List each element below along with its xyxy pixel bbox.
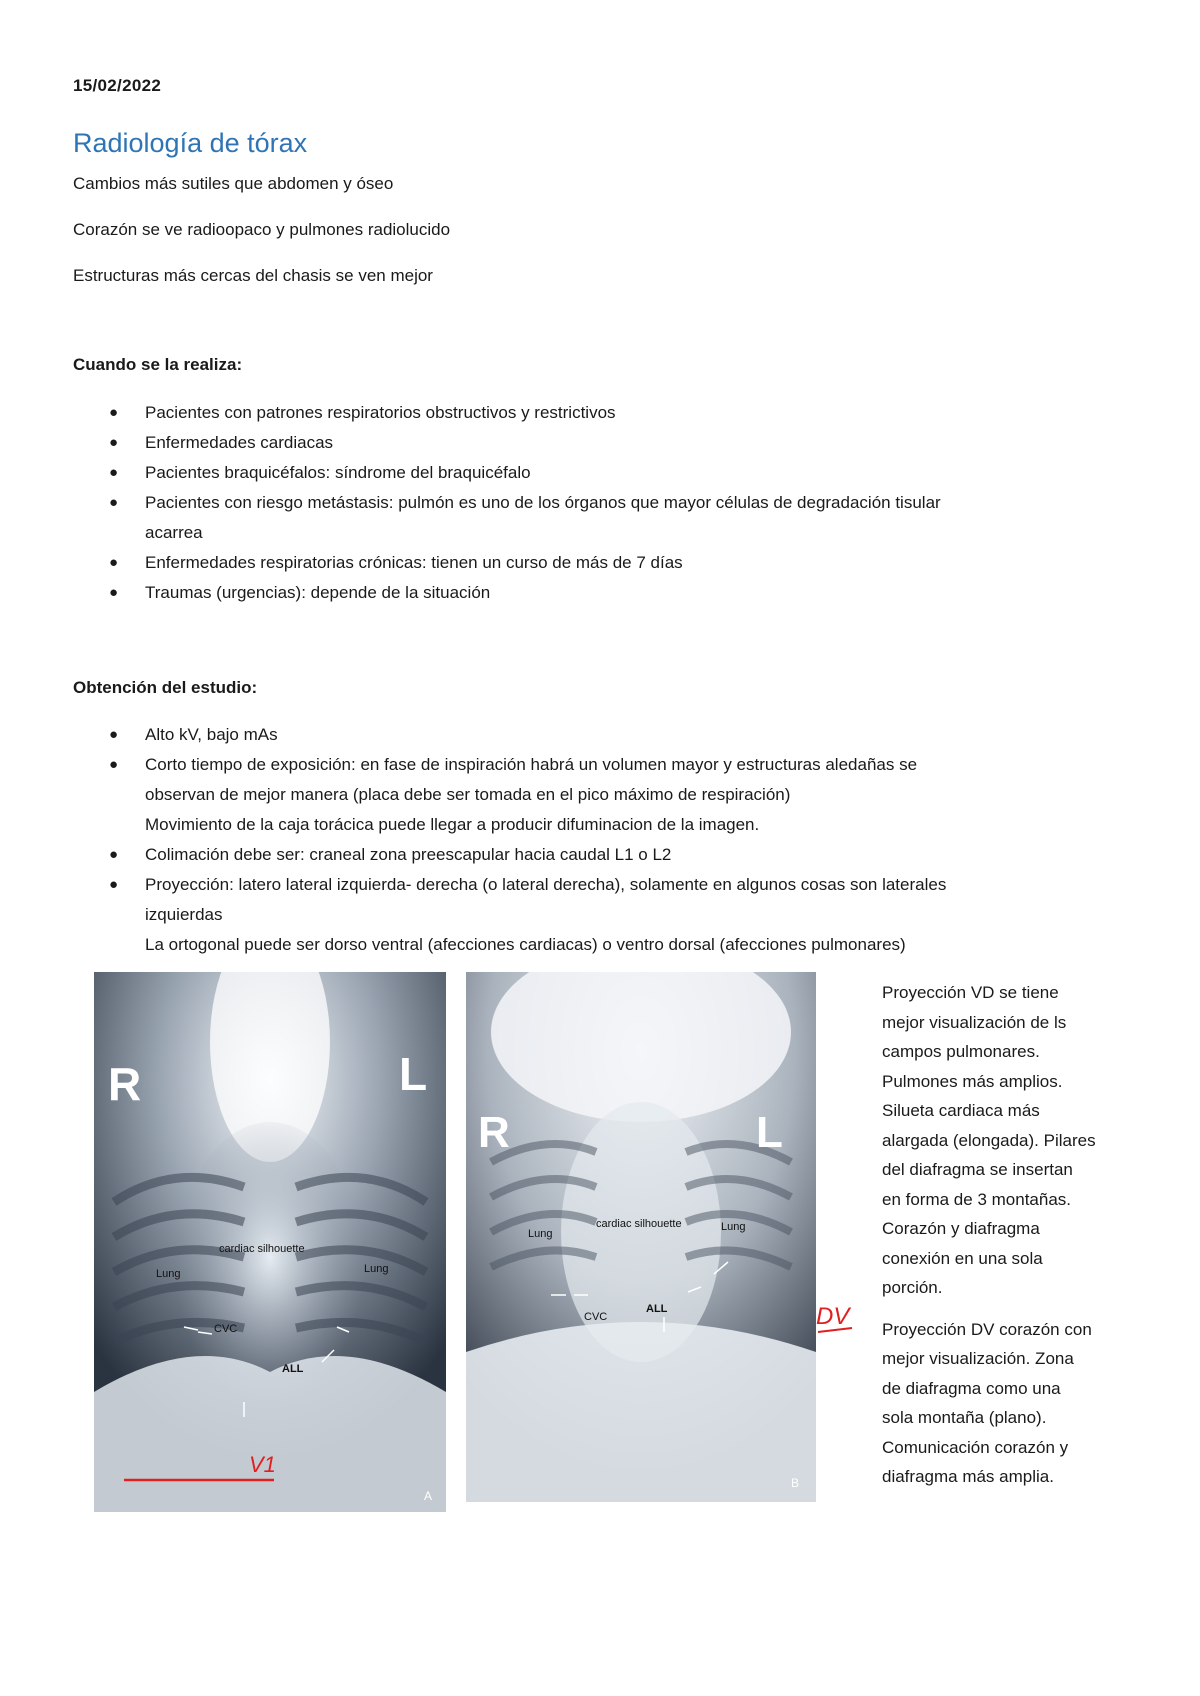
intro-line: Corazón se ve radioopaco y pulmones radiolucido (73, 220, 451, 239)
list-item: ● Alto kV, bajo mAs (73, 720, 1133, 750)
marker-l: L (756, 1108, 783, 1157)
annotation-dv-wrapper (816, 1284, 856, 1344)
list-item: ● Enfermedades cardiacas (73, 428, 1133, 458)
marker-l: L (399, 1048, 428, 1100)
document-title: Radiología de tórax (73, 128, 308, 158)
xray-figure (94, 972, 850, 1512)
list-item: ● Enfermedades respiratorias crónicas: tienen un curso de más de 7 días (73, 548, 1133, 578)
document-date: 15/02/2022 (73, 76, 162, 95)
bullet-icon: ● (109, 464, 119, 481)
label-all: ALL (282, 1363, 304, 1375)
section-heading-obtencion: Obtención del estudio: (73, 678, 258, 697)
annotation-dv: DV (816, 1303, 850, 1330)
label-all: ALL (646, 1303, 668, 1315)
bullet-icon: ● (109, 404, 119, 421)
list-item: ● Pacientes con riesgo metástasis: pulmón es uno de los órganos que mayor células de degradación tisular acarrea (73, 488, 1133, 548)
label-cardiac-silhouette: cardiac silhouette (596, 1218, 682, 1230)
intro-line: Cambios más sutiles que abdomen y óseo (73, 174, 394, 193)
list-item: ● Corto tiempo de exposición: en fase de inspiración habrá un volumen mayor y estructuras aledañas se observan de mejor manera (placa debe ser tomada en el pico máximo de respiración) Movimiento de la caja torácica puede llegar a producir difuminacion de la imagen. (73, 750, 1133, 840)
list-item: ● Pacientes con patrones respiratorios obstructivos y restrictivos (73, 398, 1133, 428)
bullet-icon: ● (109, 494, 119, 511)
annotation-v1: V1 (249, 1452, 276, 1477)
label-lung-left: Lung (156, 1268, 181, 1280)
xray-dv-image (466, 972, 816, 1502)
bullet-icon: ● (109, 846, 119, 863)
label-cvc: CVC (214, 1323, 238, 1335)
list-item: ● Colimación debe ser: craneal zona preescapular hacia caudal L1 o L2 (73, 840, 1133, 870)
bullet-icon: ● (109, 584, 119, 601)
corner-label: B (791, 1476, 800, 1490)
intro-line: Estructuras más cercas del chasis se ven mejor (73, 266, 433, 285)
marker-r: R (478, 1108, 510, 1157)
bullet-icon: ● (109, 554, 119, 571)
side-note-vd: Proyección VD se tiene mejor visualización de ls campos pulmonares. Pulmones más amplios. Silueta cardiaca más alargada (elongada). Pilares del diafragma se insertan en forma de 3 montañas. Corazón y diafragma conexión en una sola porción. (882, 983, 1096, 1297)
intro-paragraphs (73, 172, 1123, 310)
marker-r: R (108, 1058, 142, 1110)
list-item: ● Proyección: latero lateral izquierda- derecha (o lateral derecha), solamente en algunos cosas son laterales izquierdas La ortogonal puede ser dorso ventral (afecciones cardiacas) o ventro dorsal (afecciones pulmonares) (73, 870, 1133, 960)
list-item: ● Pacientes braquicéfalos: síndrome del braquicéfalo (73, 458, 1133, 488)
label-cardiac-silhouette: cardiac silhouette (219, 1243, 305, 1255)
section-heading-cuando: Cuando se la realiza: (73, 355, 243, 374)
xray-vd-image (94, 972, 446, 1512)
bullet-icon: ● (109, 726, 119, 743)
bullet-icon: ● (109, 876, 119, 893)
corner-label: A (424, 1489, 433, 1503)
side-note-dv: Proyección DV corazón con mejor visualización. Zona de diafragma como una sola montaña (plano). Comunicación corazón y diafragma más amplia. (882, 1319, 1092, 1486)
label-lung-right: Lung (364, 1263, 389, 1275)
label-lung-right: Lung (721, 1221, 746, 1233)
list-obtencion (73, 720, 1133, 960)
side-notes (882, 978, 1122, 1504)
list-item: ● Traumas (urgencias): depende de la situación (73, 578, 1133, 608)
bullet-icon: ● (109, 756, 119, 773)
list-cuando (73, 398, 1133, 608)
label-cvc: CVC (584, 1311, 608, 1323)
bullet-icon: ● (109, 434, 119, 451)
label-lung-left: Lung (528, 1228, 553, 1240)
